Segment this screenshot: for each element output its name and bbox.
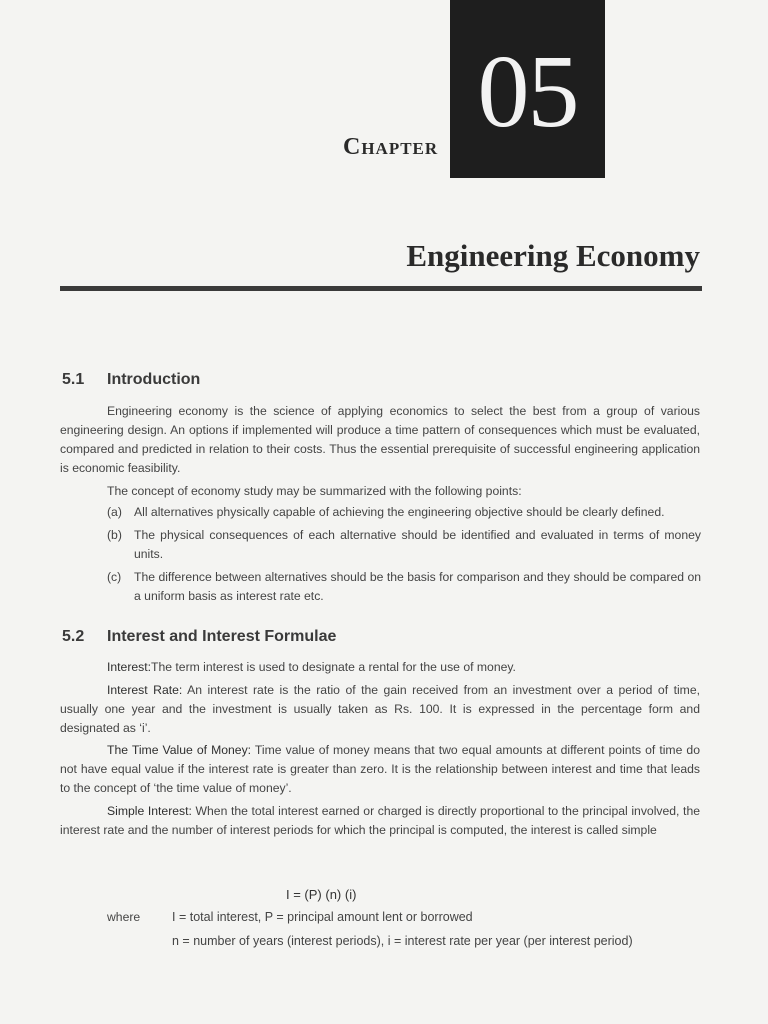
interest-rate-definition <box>60 681 700 738</box>
title-rule <box>60 286 702 291</box>
chapter-title: Engineering Economy <box>406 238 700 273</box>
list-marker: (a) <box>107 505 122 519</box>
section-number: 5.1 <box>62 371 85 388</box>
list-item <box>107 503 701 522</box>
summary-intro-text: The concept of economy study may be summarized with the following points: <box>107 484 522 498</box>
term-label: Simple Interest: <box>107 804 192 818</box>
section-heading-interest <box>62 628 336 646</box>
list-text: All alternatives physically capable of achieving the engineering objective should be clearly defined. <box>134 505 665 519</box>
formula-variables-line-2: n = number of years (interest periods), i = interest rate per year (per interest period) <box>172 934 633 948</box>
list-marker: (b) <box>107 528 122 542</box>
definition-text: When the total interest earned or charged is directly proportional to the principal involved, the interest rate and the number of interest periods for which the principal is computed, the interest is called simple <box>60 804 701 837</box>
list-text: The difference between alternatives should be the basis for comparison and they should be compared on a uniform basis as interest rate etc. <box>134 570 701 603</box>
definition-text: An interest rate is the ratio of the gain received from an investment over a period of time, usually one year and the investment is usually taken as Rs. 100. It is expressed in the percentage form and designated as ‘i’. <box>60 683 700 735</box>
simple-interest-formula: I = (P) (n) (i) <box>286 887 357 902</box>
intro-paragraph: Engineering economy is the science of applying economics to select the best from a group of various engineering design. An options if implemented will produce a time pattern of consequences which must be evaluated, compared and predicted in relation to their costs. Thus the essential prerequisite of successful engineering application is economic feasibility. <box>60 404 700 475</box>
section-title: Interest and Interest Formulae <box>107 628 337 645</box>
term-label: Interest Rate: <box>107 683 183 697</box>
term-label: Interest: <box>107 660 152 674</box>
interest-definition <box>60 658 700 677</box>
time-value-definition <box>60 741 700 798</box>
chapter-label: Chapter <box>343 134 439 160</box>
definition-text: The term interest is used to designate a rental for the use of money. <box>151 660 516 674</box>
section-heading-introduction <box>62 371 200 389</box>
list-text: The physical consequences of each alternative should be identified and evaluated in terms of money units. <box>134 528 701 561</box>
term-label: The Time Value of Money: <box>107 743 252 757</box>
where-label: where <box>107 910 141 924</box>
chapter-number: 05 <box>477 34 578 149</box>
chapter-number-block <box>450 0 605 178</box>
section-number: 5.2 <box>62 628 85 645</box>
list-item <box>107 526 701 564</box>
list-marker: (c) <box>107 570 122 584</box>
definition-text: Time value of money means that two equal amounts at different points of time do not have equal value if the interest rate is greater than zero. It is the relationship between interest and time that leads to the concept of ‘the time value of money’. <box>60 743 700 795</box>
list-item <box>107 568 701 606</box>
formula-variables-line-1: I = total interest, P = principal amount lent or borrowed <box>172 910 473 924</box>
simple-interest-definition <box>60 802 700 840</box>
section-title: Introduction <box>107 371 201 388</box>
